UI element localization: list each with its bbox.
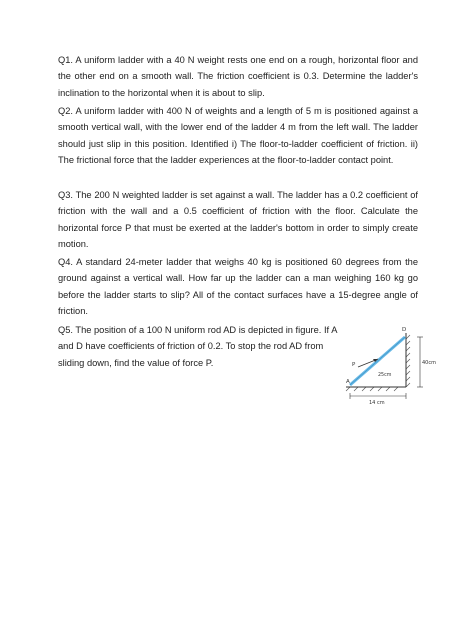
label-a: A [346,379,350,385]
question-4: Q4. A standard 24-meter ladder that weighs 40 kg is positioned 60 degrees from the ground against a vertical wall. How far up the ladder can a man weighing 160 kg go before the ladder starts to slip? All of the contact surfaces have a 15-degree angle of friction. [58,257,418,316]
label-base: 14 cm [369,400,385,406]
label-p: P [352,362,356,368]
question-1: Q1. A uniform ladder with a 40 N weight rests one end on a rough, horizontal floor and the other end on a smooth wall. The friction coefficient is 0.3. Determine the ladder's inclination to the horizontal when it is about to slip. [58,55,418,98]
rod-diagram-svg [340,323,440,408]
label-height: 40cm [422,360,436,366]
rod-diagram [340,323,440,408]
label-mid: 25cm [378,373,392,378]
label-d: D [402,327,407,333]
question-3: Q3. The 200 N weighted ladder is set against a wall. The ladder has a 0.2 coefficient of friction with the wall and a 0.5 coefficient of friction with the floor. Calculate the horizontal force P that must be exerted at the ladder's bottom in order to simply create motion. [58,190,418,249]
floor-hatching [346,387,398,391]
wall-hatching [406,335,410,387]
question-2: Q2. A uniform ladder with 400 N of weights and a length of 5 m is positioned against a smooth vertical wall, with the lower end of the ladder 4 m from the left wall. The ladder should just slip in this position. Identified i) The floor-to-ladder coefficient of friction. ii) The frictional force that the ladder experiences at the floor-to-ladder contact point. [58,106,418,165]
question-5: Q5. The position of a 100 N uniform rod AD is depicted in figure. If A and D have coefficients of friction of 0.2. To stop the rod AD from sliding down, find the value of force P. [58,325,337,368]
